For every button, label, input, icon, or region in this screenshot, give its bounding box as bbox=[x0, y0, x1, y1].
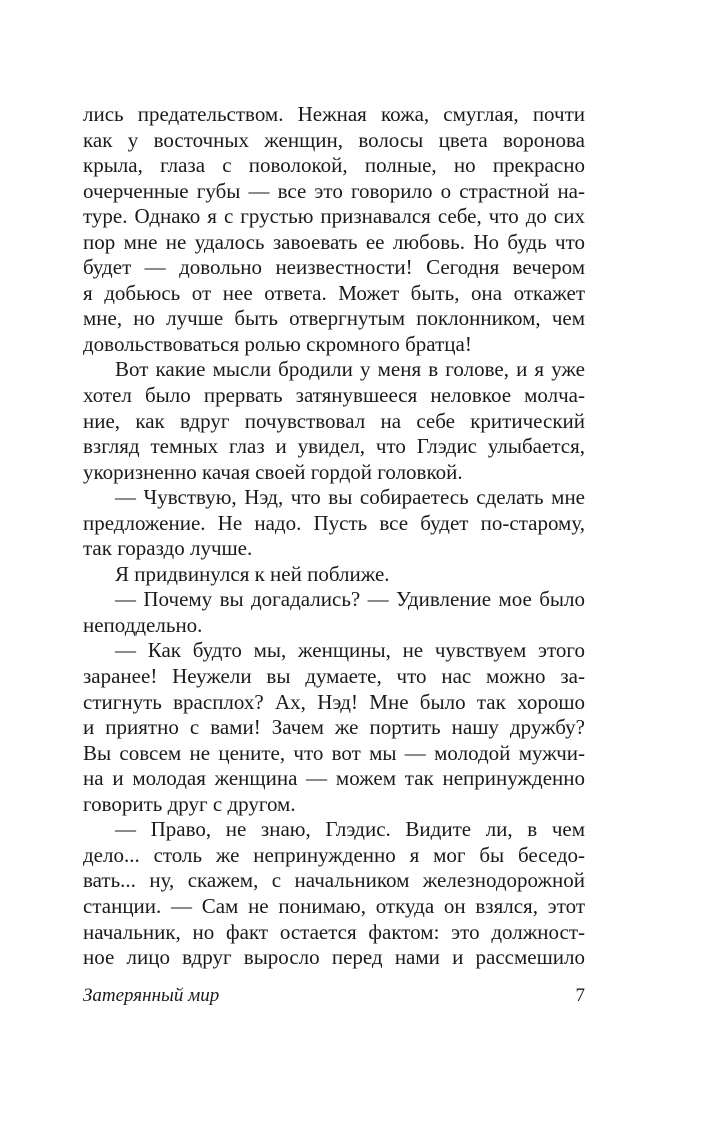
text-line: взгляд темных глаз и увидел, что Глэдис улыбается, bbox=[83, 434, 585, 459]
text-line: — Чувствую, Нэд, что вы собираетесь сделать мне bbox=[115, 485, 585, 510]
text-line: очерченные губы — все это говорило о страстной на- bbox=[83, 178, 585, 203]
running-title: Затерянный мир bbox=[83, 985, 220, 1006]
text-line: пор мне не удалось завоевать ее любовь. Но будь что bbox=[83, 229, 585, 254]
text-line: туре. Однако я с грустью признавался себе, что до сих bbox=[83, 204, 585, 229]
text-line: довольствоваться ролью скромного братца! bbox=[83, 331, 472, 356]
text-line: неподдельно. bbox=[83, 612, 203, 637]
text-line: и приятно с вами! Зачем же портить нашу дружбу? bbox=[83, 715, 585, 740]
text-line: мне, но лучше быть отвергнутым поклонником, чем bbox=[83, 306, 585, 331]
text-line: будет — довольно неизвестности! Сегодня вечером bbox=[83, 255, 585, 280]
text-line: вать... ну, скажем, с начальником железнодорожной bbox=[83, 868, 585, 893]
text-line: станции. — Сам не понимаю, откуда он взялся, этот bbox=[83, 893, 585, 918]
text-line: начальник, но факт остается фактом: это должност- bbox=[83, 919, 585, 944]
text-line: Я придвинулся к ней поближе. bbox=[115, 561, 390, 586]
text-line: Вы совсем не цените, что вот мы — молодой мужчи- bbox=[83, 740, 585, 765]
text-line: — Как будто мы, женщины, не чувствуем этого bbox=[115, 638, 585, 663]
page-footer bbox=[83, 985, 585, 1013]
text-line: хотел было прервать затянувшееся неловкое молча- bbox=[83, 383, 585, 408]
text-line: — Право, не знаю, Глэдис. Видите ли, в чем bbox=[115, 817, 585, 842]
page-number: 7 bbox=[575, 985, 585, 1006]
text-line: я добьюсь от нее ответа. Может быть, она откажет bbox=[83, 280, 585, 305]
page-body bbox=[83, 102, 585, 971]
text-line: ное лицо вдруг выросло перед нами и рассмешило bbox=[83, 945, 585, 970]
text-line: так гораздо лучше. bbox=[83, 536, 253, 561]
text-line: дело... столь же непринужденно я мог бы беседо- bbox=[83, 842, 585, 867]
text-line: говорить друг с другом. bbox=[83, 791, 296, 816]
text-line: — Почему вы догадались? — Удивление мое было bbox=[115, 587, 585, 612]
text-line: на и молодая женщина — можем так непринужденно bbox=[83, 766, 585, 791]
text-line: стигнуть врасплох? Ах, Нэд! Мне было так хорошо bbox=[83, 689, 585, 714]
text-line: ние, как вдруг почувствовал на себе критический bbox=[83, 408, 585, 433]
text-line: лись предательством. Нежная кожа, смуглая, почти bbox=[83, 102, 585, 126]
text-line: укоризненно качая своей гордой головкой. bbox=[83, 459, 463, 484]
text-line: как у восточных женщин, волосы цвета воронова bbox=[83, 127, 585, 152]
text-line: заранее! Неужели вы думаете, что нас можно за- bbox=[83, 664, 585, 689]
text-line: предложение. Не надо. Пусть все будет по-старому, bbox=[83, 510, 585, 535]
text-line: крыла, глаза с поволокой, полные, но прекрасно bbox=[83, 153, 585, 178]
text-line: Вот какие мысли бродили у меня в голове, и я уже bbox=[115, 357, 585, 382]
